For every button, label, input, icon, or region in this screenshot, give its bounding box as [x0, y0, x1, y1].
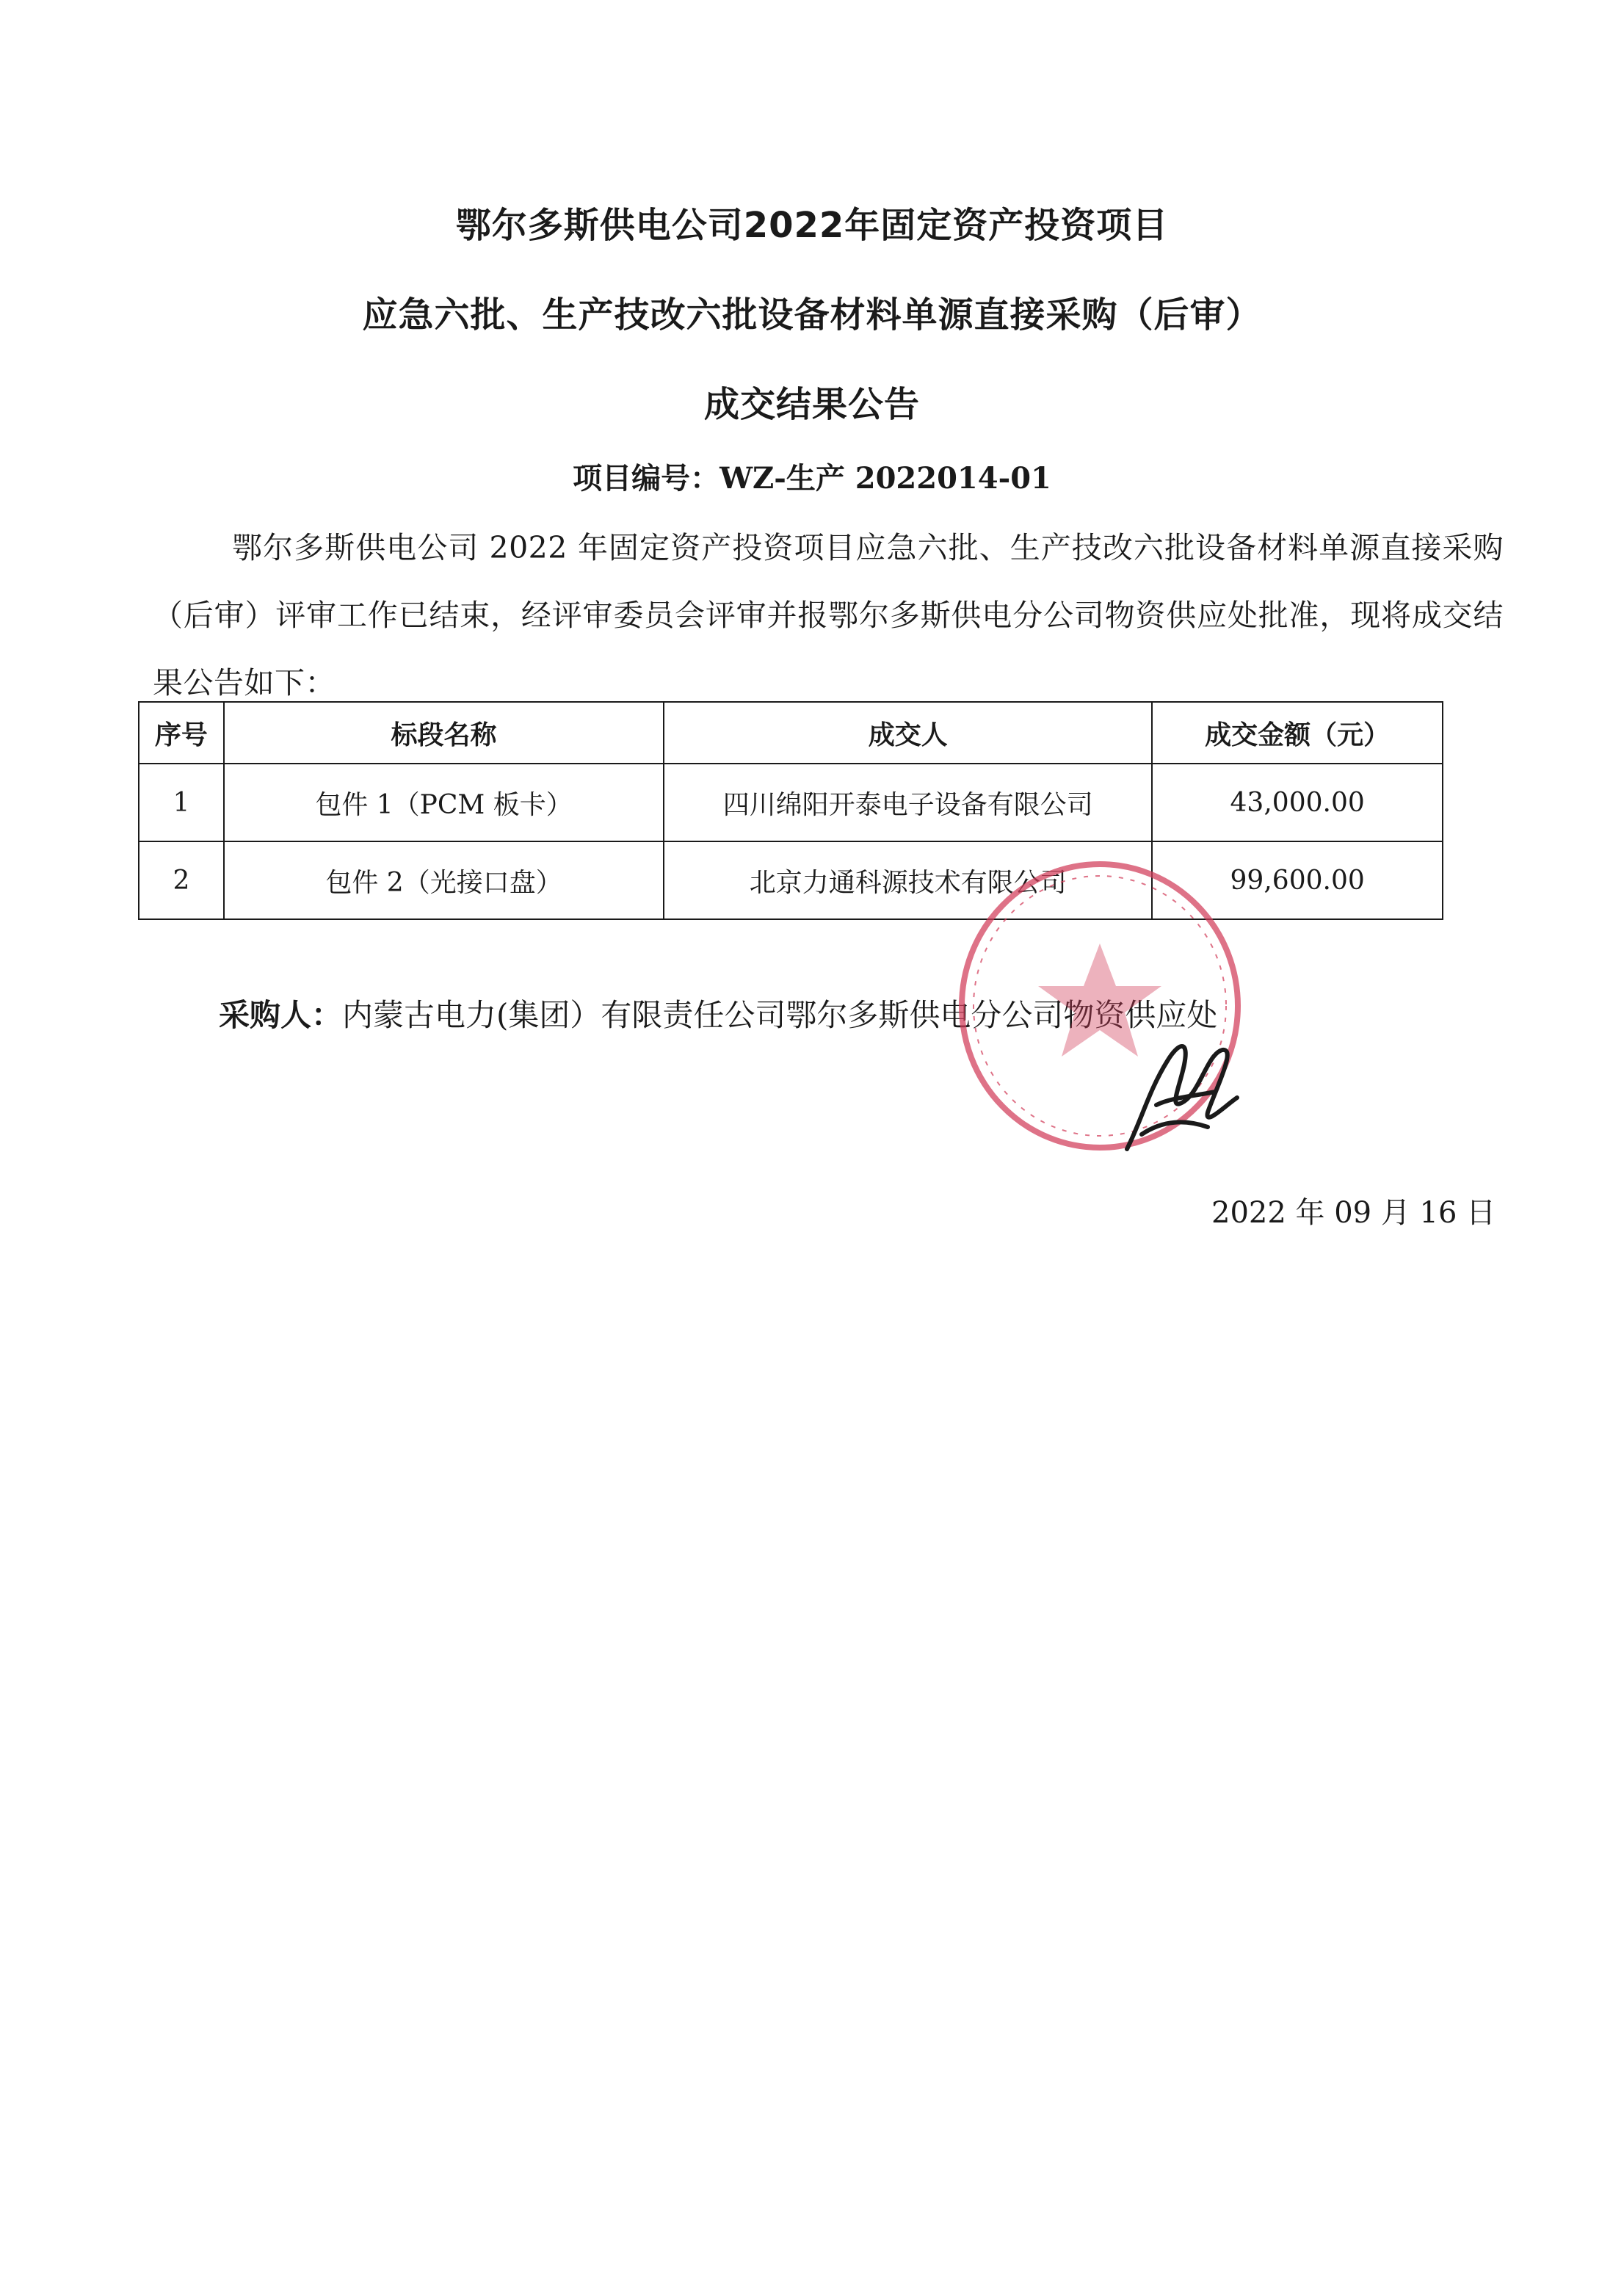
signature-stroke: [1127, 1046, 1237, 1149]
buyer-line: [219, 991, 1217, 1035]
table-header-row: [139, 702, 1443, 764]
results-table: [138, 701, 1443, 920]
table-row: [139, 764, 1443, 841]
cell-no: 1: [139, 764, 224, 841]
title-line-2: 应急六批、生产技改六批设备材料单源直接采购（后审）: [362, 294, 1262, 336]
header-no: 序号: [139, 702, 224, 764]
cell-amount: 99,600.00: [1152, 841, 1443, 919]
project-number: [0, 455, 1624, 497]
header-lot: 标段名称: [224, 702, 664, 764]
cell-lot: 包件 2（光接口盘）: [224, 841, 664, 919]
cell-amount: 43,000.00: [1152, 764, 1443, 841]
cell-lot: 包件 1（PCM 板卡）: [224, 764, 664, 841]
cell-no: 2: [139, 841, 224, 919]
header-amount: 成交金额（元）: [1152, 702, 1443, 764]
buyer-name: 内蒙古电力(集团）有限责任公司鄂尔多斯供电分公司物资供应处: [342, 997, 1218, 1033]
header-winner: 成交人: [664, 702, 1152, 764]
cell-winner: 北京力通科源技术有限公司: [664, 841, 1152, 919]
project-number-label: 项目编号：: [573, 462, 720, 496]
table-row: [139, 841, 1443, 919]
title-line-3: 成交结果公告: [703, 384, 920, 425]
cell-winner: 四川绵阳开泰电子设备有限公司: [664, 764, 1152, 841]
issue-date: 2022 年 09 月 16 日: [1211, 1196, 1496, 1230]
buyer-label: 采购人：: [219, 997, 343, 1033]
announcement-body: 鄂尔多斯供电公司 2022 年固定资产投资项目应急六批、生产技改六批设备材料单源直接采购（后审）评审工作已结束，经评审委员会评审并报鄂尔多斯供电分公司物资供应处批准，现将成交结果公告如下：: [153, 530, 1504, 700]
title-line-1: 鄂尔多斯供电公司2022年固定资产投资项目: [455, 205, 1169, 246]
project-number-value: WZ-生产 2022014-01: [719, 461, 1051, 496]
